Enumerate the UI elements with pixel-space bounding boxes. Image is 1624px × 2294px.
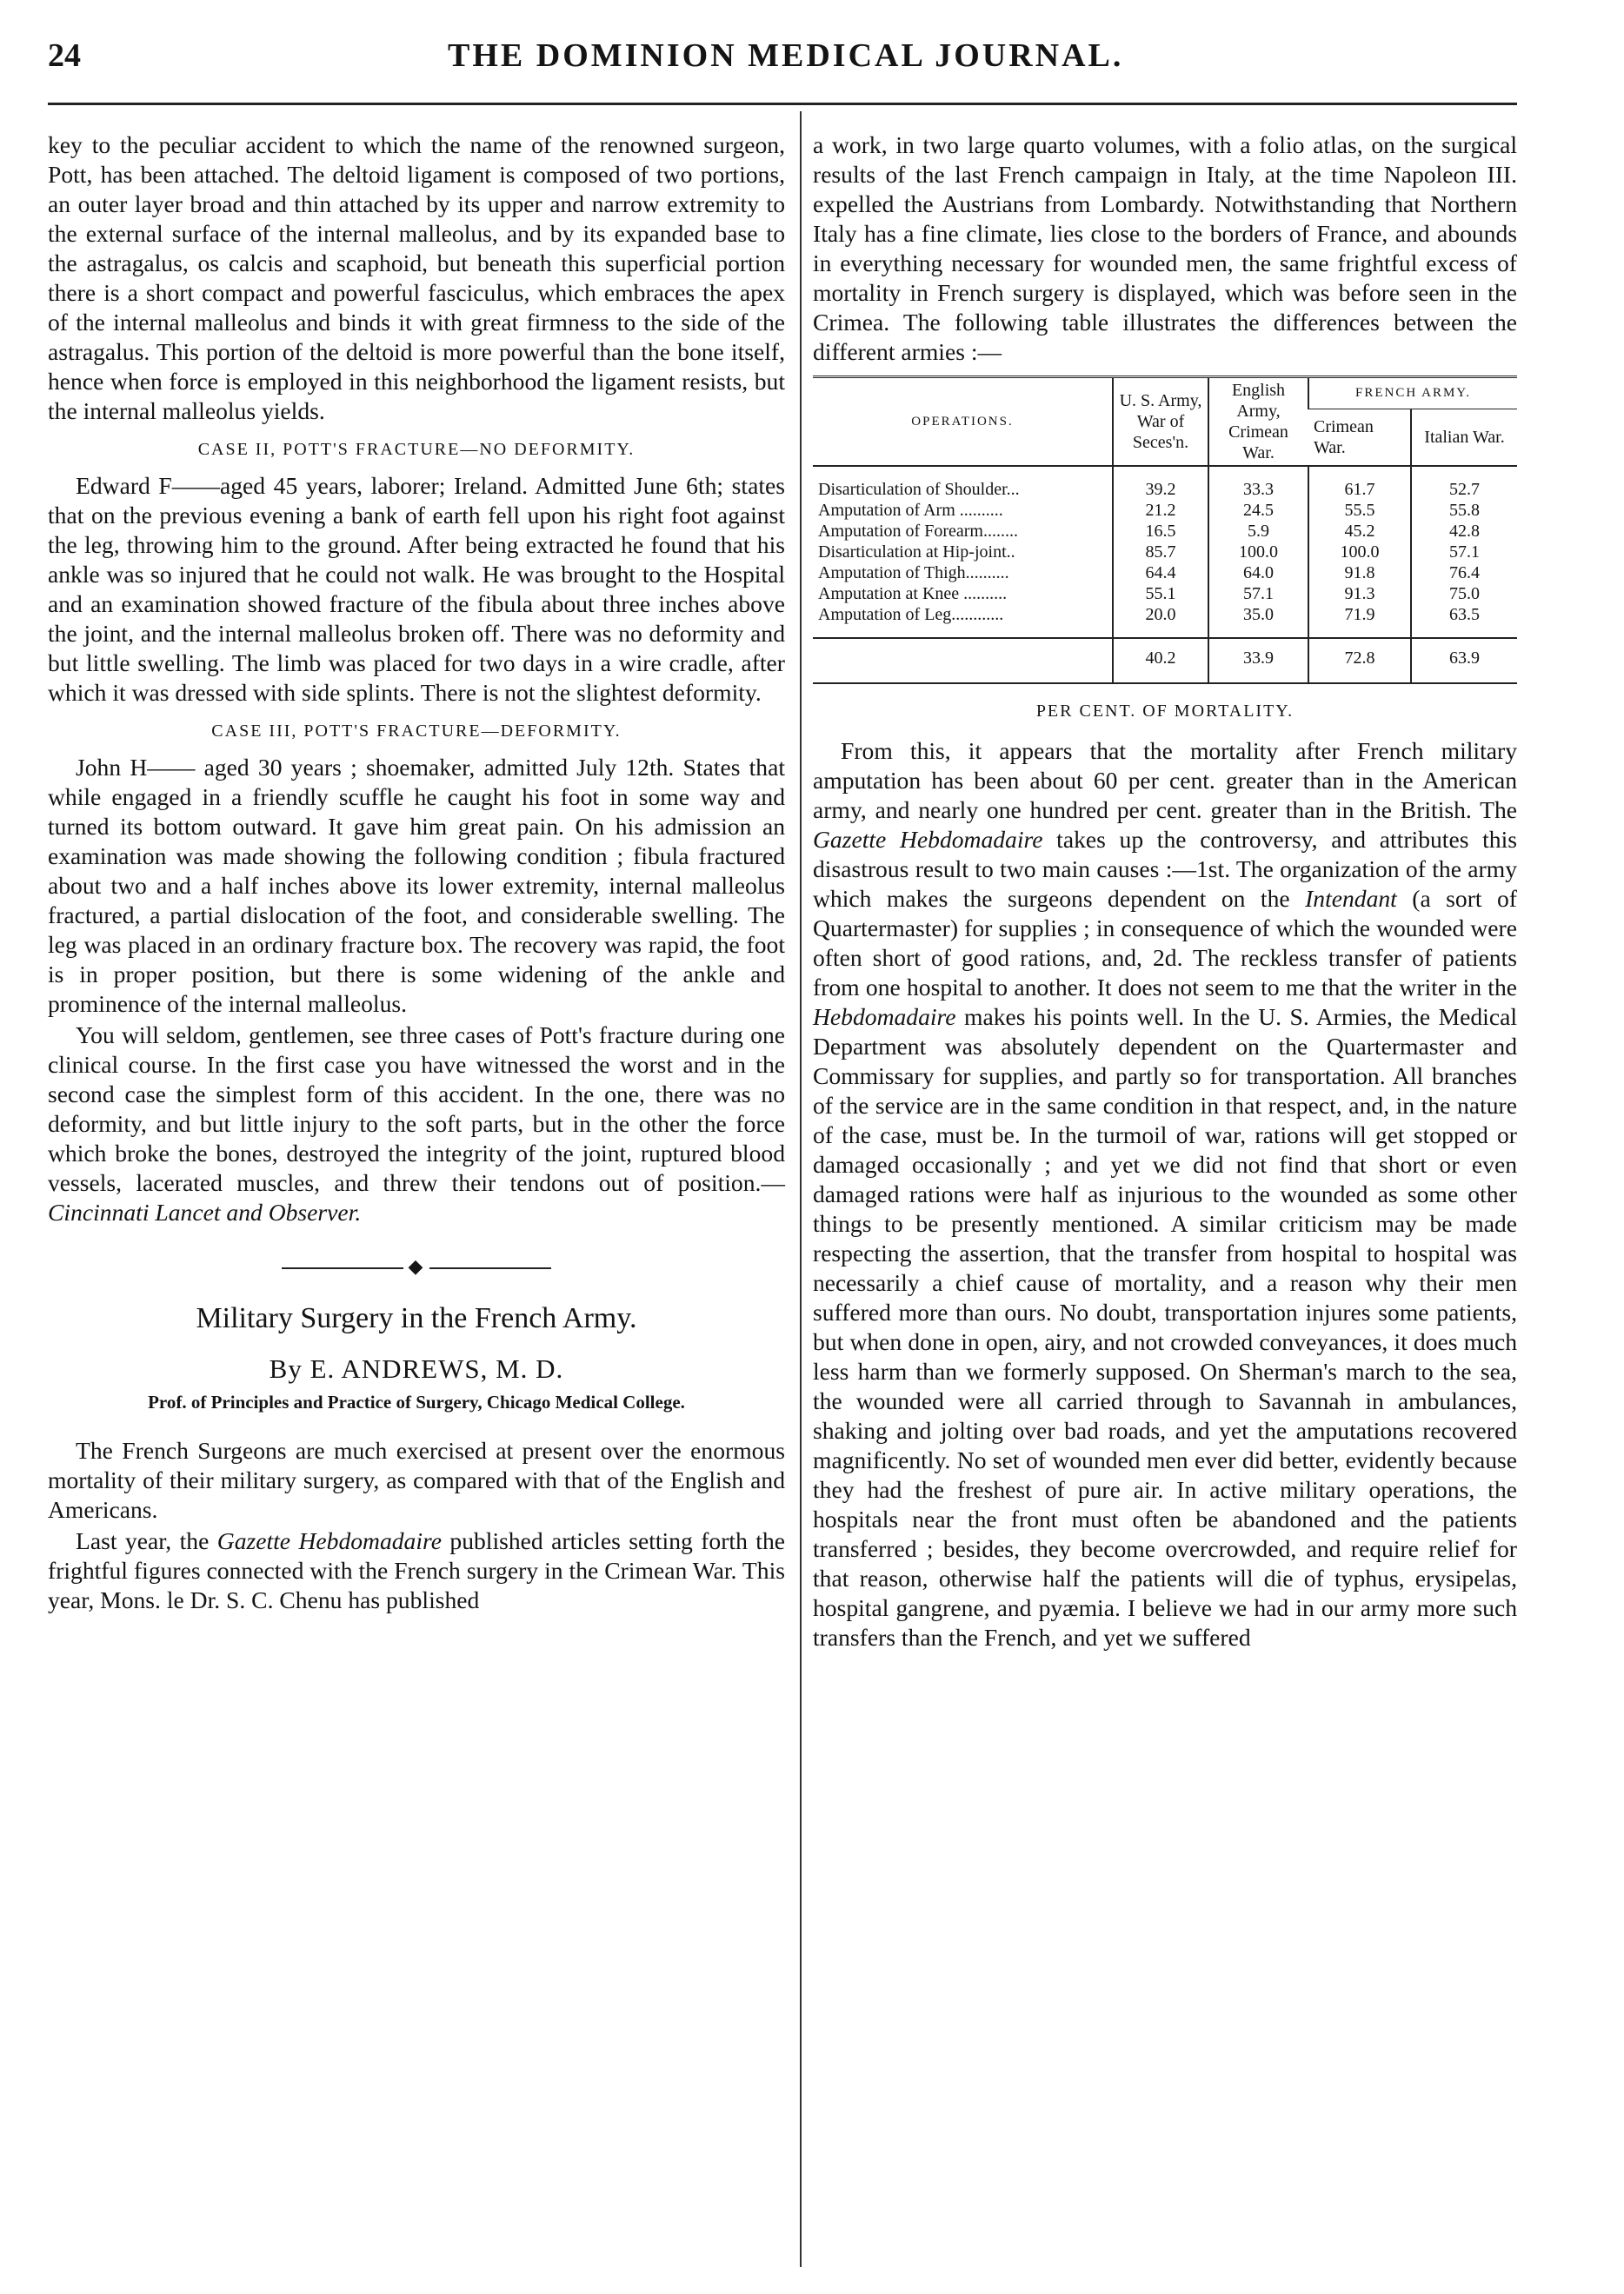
english-cell: 64.0 — [1208, 562, 1308, 583]
table-row — [813, 500, 1517, 521]
gazette-title: Gazette Hebdomadaire — [216, 1527, 442, 1554]
operation-cell: Amputation of Forearm........ — [818, 522, 1018, 541]
crimean-total: 72.8 — [1308, 638, 1411, 683]
english-cell: 5.9 — [1208, 521, 1308, 542]
us-cell: 85.7 — [1113, 542, 1208, 562]
english-cell: 24.5 — [1208, 500, 1308, 521]
col-header-french-army: FRENCH ARMY. — [1308, 377, 1517, 409]
case-2-paragraph: Edward F——aged 45 years, laborer; Ireland. Admitted June 6th; states that on the previous evening a bank of earth fell upon his right foot against the leg, throwing him to the ground. After being extracted he found that his ankle was so injured that he could not walk. He was brought to the Hospital and an examination showed fracture of the fibula about three inches above the joint, and the internal malleolus broken off. There was no deformity and but little swelling. The limb was placed for two days in a wire cradle, after which it was dressed with side splints. There is not the slightest deformity. — [48, 472, 785, 706]
us-cell: 16.5 — [1113, 521, 1208, 542]
page-header — [48, 37, 1517, 97]
crimean-cell: 100.0 — [1308, 542, 1411, 562]
table-caption: PER CENT. OF MORTALITY. — [1035, 701, 1295, 721]
italian-cell: 42.8 — [1411, 521, 1517, 542]
operation-cell: Disarticulation at Hip-joint.. — [818, 542, 1015, 562]
italian-cell: 63.5 — [1411, 604, 1517, 638]
analysis-text-a: From this, it appears that the mortality after French military amputation has been about 60 per cent. greater than in the American army, and nearly one hundred per cent. greater than in the British. The — [813, 737, 1517, 823]
gazette-title: Gazette Hebdomadaire — [813, 826, 1043, 853]
us-cell: 39.2 — [1113, 466, 1208, 500]
italian-cell: 55.8 — [1411, 500, 1517, 521]
analysis-text-b: takes up the controversy, and attributes this disastrous result to two main causes :—1st. The organization of the army which makes the surgeons dependent on the — [813, 826, 1517, 912]
col-header-us-army: U. S. Army, War of Seces'n. — [1113, 377, 1208, 467]
mortality-table — [813, 376, 1517, 684]
crimean-cell: 71.9 — [1308, 604, 1411, 638]
table-row — [813, 542, 1517, 562]
crimean-cell: 45.2 — [1308, 521, 1411, 542]
crimean-cell: 61.7 — [1308, 466, 1411, 500]
us-cell: 20.0 — [1113, 604, 1208, 638]
right-top-paragraph: a work, in two large quarto volumes, with a folio atlas, on the surgical results of the last French campaign in Italy, at the time Napoleon III. expelled the Austrians from Lombardy. Notwithstanding that Northern Italy has a fine climate, lies close to the borders of France, and abounds in everything necessary for wounded men, the same frightful excess of mortality in French surgery is displayed, which was before seen in the Crimea. The following table illustrates the differences between the different armies :— — [813, 131, 1517, 365]
italian-cell: 52.7 — [1411, 466, 1517, 500]
us-total: 40.2 — [1113, 638, 1208, 683]
us-cell: 64.4 — [1113, 562, 1208, 583]
article-paragraph-2-text-b: published articles setting forth the frightful figures connected with the French surgery in the Crimean War. This year, Mons. le Dr. S. C. Chenu has published — [48, 1527, 785, 1613]
analysis-text-c: (a sort of Quartermaster) for supplies ; in consequence of which the wounded were often short of good rations, and, 2d. The reckless transfer of patients from one hospital to another. It does not seem to me that the writer in the — [813, 885, 1517, 1001]
operation-cell: Amputation at Knee .......... — [818, 584, 1008, 603]
table-row — [813, 521, 1517, 542]
left-column — [48, 130, 785, 1617]
article-paragraph-1: The French Surgeons are much exercised at present over the enormous mortality of their military surgery, as compared with that of the English and Americans. — [48, 1437, 785, 1523]
intro-paragraph: key to the peculiar accident to which the name of the renowned surgeon, Pott, has been attached. The deltoid ligament is composed of two portions, an outer layer broad and thin attached by its upper and narrow extremity to the external surface of the internal malleolus, and by its expanded base to the astragalus, os calcis and scaphoid, but beneath this superficial portion there is a short compact and powerful fasciculus, which embraces the apex of the internal malleolus and binds it with great firmness to the side of the astragalus. This portion of the deltoid is more powerful than the bone itself, hence when force is employed in this neighborhood the ligament resists, but the internal malleolus yields. — [48, 131, 785, 424]
column-divider — [800, 111, 802, 2267]
analysis-text-d: makes his points well. In the U. S. Armies, the Medical Department was absolutely dependent on the Quartermaster and Commissary for supplies, and partly so for transportation. All branches of the service are in the same condition in that respect, and, in the nature of the case, must be. In the turmoil of war, rations will get stopped or damaged occasionally ; and yet we did not find that short or even damaged rations were half as injurious to the wounded as some other things to be presently mentioned. A similar criticism may be made respecting the assertion, that the transfer from hospital to hospital was necessarily a chief cause of mortality, and a reason why their men suffered more than ours. No doubt, transportation injures some patients, but when done in open, airy, and not crowded conveyances, it does much less harm than we formerly supposed. On Sherman's march to the sea, the wounded were all carried through to Savannah in ambulances, shaking and jolting over bad roads, and yet the amputations recovered magnificently. No set of wounded men ever did better, evidently because they had the freshest of pure air. In active military operations, the hospitals near the front must often be abandoned and the patients transferred ; besides, they become overcrowded, and require relief for that reason, otherwise half the patients will die of typhus, erysipelas, hospital gangrene, and pyæmia. I believe we had in our army more such transfers than the French, and yet we suffered — [813, 1003, 1517, 1651]
crimean-cell: 55.5 — [1308, 500, 1411, 521]
header-rule — [48, 103, 1517, 105]
case-3-paragraph: John H—— aged 30 years ; shoemaker, admitted July 12th. States that while engaged in a friendly scuffle he caught his foot in some way and turned its bottom outward. It gave him great pain. On his admission an examination was made showing the following condition ; fibula fractured about two and a half inches above its lower extremity, internal malleolus fractured, a partial dislocation of the foot, and considerable swelling. The leg was placed in an ordinary fracture box. The recovery was rapid, the foot is in proper position, but there is some widening of the ankle and prominence of the internal malleolus. — [48, 754, 785, 1017]
us-cell: 21.2 — [1113, 500, 1208, 521]
table-row — [813, 466, 1517, 500]
operation-cell: Disarticulation of Shoulder... — [818, 480, 1020, 499]
section-ornament: ◆ — [48, 1252, 785, 1281]
author-affiliation: Prof. of Principles and Practice of Surgery, Chicago Medical College. — [148, 1392, 685, 1413]
us-cell: 55.1 — [1113, 583, 1208, 604]
case-2-heading: CASE II, POTT'S FRACTURE—NO DEFORMITY. — [197, 440, 636, 459]
italian-cell: 57.1 — [1411, 542, 1517, 562]
col-header-crimean-war: Crimean War. — [1308, 409, 1411, 466]
totals-label-cell — [813, 638, 1113, 683]
case-3-heading: CASE III, POTT'S FRACTURE—DEFORMITY. — [211, 721, 622, 741]
table-row — [813, 604, 1517, 638]
italian-total: 63.9 — [1411, 638, 1517, 683]
col-header-italian-war: Italian War. — [1411, 409, 1517, 466]
article-paragraph-2-text-a: Last year, the — [76, 1527, 217, 1554]
col-header-english-army: English Army, Crimean War. — [1208, 377, 1308, 467]
article-title: Military Surgery in the French Army. — [196, 1302, 637, 1334]
italian-cell: 75.0 — [1411, 583, 1517, 604]
english-total: 33.9 — [1208, 638, 1308, 683]
operation-cell: Amputation of Arm .......... — [818, 501, 1003, 520]
totals-row — [813, 638, 1517, 683]
closing-text: You will seldom, gentlemen, see three cases of Pott's fracture during one clinical course. In the first case you have witnessed the worst and in the second case the simplest form of this accident. In the one, there was no deformity, and but little injury to the soft parts, but in the other the force which broke the bones, destroyed the integrity of the joint, ruptured blood vessels, lacerated muscles, and threw their tendons out of position.— — [48, 1021, 785, 1196]
closing-source: Cincinnati Lancet and Observer. — [48, 1199, 362, 1226]
col-header-operations: OPERATIONS. — [813, 377, 1113, 467]
hebdomadaire-term: Hebdomadaire — [813, 1003, 956, 1030]
intendant-term: Intendant — [1305, 885, 1397, 912]
right-column — [813, 130, 1517, 1654]
english-cell: 33.3 — [1208, 466, 1308, 500]
page-number: 24 — [48, 37, 81, 74]
article-paragraph-2 — [48, 1526, 785, 1615]
closing-paragraph — [48, 1021, 785, 1227]
italian-cell: 76.4 — [1411, 562, 1517, 583]
crimean-cell: 91.3 — [1308, 583, 1411, 604]
operation-cell: Amputation of Leg............ — [818, 605, 1004, 624]
operation-cell: Amputation of Thigh.......... — [818, 563, 1009, 582]
crimean-cell: 91.8 — [1308, 562, 1411, 583]
english-cell: 100.0 — [1208, 542, 1308, 562]
running-head: THE DOMINION MEDICAL JOURNAL. — [448, 37, 1124, 74]
article-byline: By E. ANDREWS, M. D. — [269, 1353, 564, 1384]
table-row — [813, 583, 1517, 604]
english-cell: 57.1 — [1208, 583, 1308, 604]
english-cell: 35.0 — [1208, 604, 1308, 638]
table-row — [813, 562, 1517, 583]
analysis-paragraph — [813, 736, 1517, 1652]
